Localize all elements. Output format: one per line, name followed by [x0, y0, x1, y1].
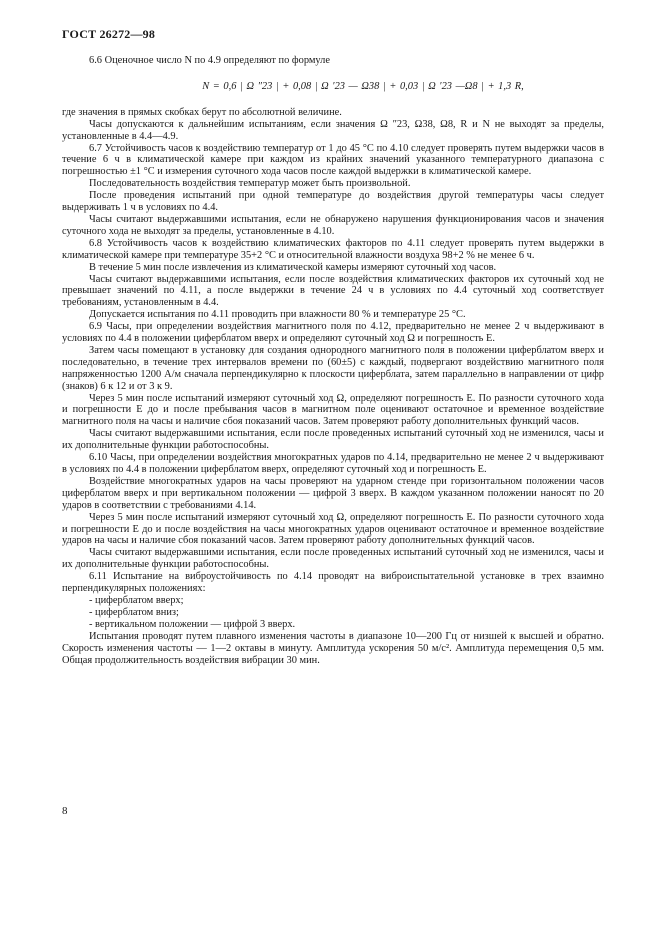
paragraph: Последовательность воздействия температур может быть произвольной.	[89, 178, 411, 190]
paragraph: Через 5 мин после испытаний измеряют суточный ход Ω, определяют погрешность Е. По разности суточного хода и погрешности Е до и после пребывания часов в магнитном поле оценивают остаточное и временное воздействие магнитного поля на часы и наличие сбоя показаний часов. Затем проверяют работу дополнительных функций часов.	[62, 392, 604, 428]
paragraph: Через 5 мин после испытаний измеряют суточный ход Ω, определяют погрешность Е. По разности суточного хода и погрешности Е до и после воздействия на часы многократных ударов оценивают остаточное и временное воздействие ударов на часы и наличие сбоя показаний часов. Затем проверяют работу дополнительных функций часов.	[62, 511, 604, 547]
paragraph: Часы считают выдержавшими испытания, если после воздействия климатических факторов их суточный ход не превышает значений по 4.11, а после выдержки в течение 24 ч в условиях по 4.4 суточный ход соответствует требованиям, установленным в 4.4.	[62, 273, 604, 309]
page-number: 8	[62, 805, 68, 817]
paragraph: Допускается испытания по 4.11 проводить при влажности 80 % и температуре 25 °С.	[89, 309, 466, 321]
paragraph-6-7: 6.7 Устойчивость часов к воздействию температур от 1 до 45 °С по 4.10 следует проверять путем выдержки часов в течение 6 ч в климатической камере при каждом из крайних значений указанного температурного диапазона с погрешностью ±1 °С и измерения суточного хода часов после каждой выдержки в климатической камере.	[62, 142, 604, 178]
formula: N = 0,6 | Ω ″23 | + 0,08 | Ω ′23 — Ω38 | + 0,03 | Ω ′23 —Ω8 | + 1,3 R,	[202, 80, 524, 92]
paragraph: Часы считают выдержавшими испытания, если после проведенных испытаний суточный ход не изменился, часы и их дополнительные функции работоспособны.	[62, 428, 604, 452]
paragraph: Испытания проводят путем плавного изменения частоты в диапазоне 10—200 Гц от низшей к высшей и обратно. Скорость изменения частоты — 1—2 октавы в минуту. Амплитуда ускорения 50 м/с². Амплитуда перемещения 0,5 мм. Общая продолжительность воздействия вибрации 30 мин.	[62, 630, 604, 666]
paragraph: После проведения испытаний при одной температуре до воздействия другой температуры часы следует выдерживать 1 ч в условиях по 4.4.	[62, 190, 604, 214]
paragraph: Часы допускаются к дальнейшим испытаниям, если значения Ω ″23, Ω38, Ω8, R и N не выходят за пределы, установленные в 4.4—4.9.	[62, 118, 604, 142]
list-item: - циферблатом вверх;	[89, 594, 184, 606]
paragraph-6-8: 6.8 Устойчивость часов к воздействию климатических факторов по 4.11 следует проверять путем выдержки в климатической камере при температуре 35+2 °С и относительной влажности воздуха 98+2 % не менее 6 ч.	[62, 237, 604, 261]
list-item: - вертикальном положении — цифрой 3 вверх.	[89, 618, 296, 630]
paragraph: Затем часы помещают в установку для создания однородного магнитного поля в положении циферблатом вверх и последовательно, в течение трех интервалов времени по (60±5) с каждый, подвергают воздействию магнитного поля напряженностью 1200 А/м сначала перпендикулярно к плоскости циферблата, затем параллельно в направлении от цифр (знаков) 6 к 12 и от 3 к 9.	[62, 344, 604, 392]
paragraph-6-10: 6.10 Часы, при определении воздействия многократных ударов по 4.14, предварительно не менее 2 ч выдерживают в условиях по 4.4 в положении циферблатом вверх, определяют суточный ход и погрешность Е.	[62, 452, 604, 475]
paragraph: Часы считают выдержавшими испытания, если не обнаружено нарушения функционирования часов и значения суточного хода не выходят за пределы, установленные в 4.10.	[62, 213, 604, 237]
list-item: - циферблатом вниз;	[89, 606, 179, 618]
document-header: ГОСТ 26272—98	[62, 27, 156, 41]
document-body	[62, 55, 604, 666]
paragraph: Часы считают выдержавшими испытания, если после проведенных испытаний суточный ход не изменился, часы и их дополнительные функции работоспособны.	[62, 547, 604, 571]
paragraph-6-11: 6.11 Испытание на виброустойчивость по 4.14 проводят на виброиспытательной установке в трех взаимно перпендикулярных положениях:	[62, 571, 604, 595]
paragraph: Воздействие многократных ударов на часы проверяют на ударном стенде при горизонтальном положении часов циферблатом вверх и при вертикальном положении — цифрой 3 вверх. В каждом указанном положении наносят по 20 ударов в соответствии с требованиями 4.14.	[62, 475, 604, 511]
paragraph-6-9: 6.9 Часы, при определении воздействия магнитного поля по 4.12, предварительно не менее 2 ч выдерживают в условиях по 4.4 в положении циферблатом вверх и определяют суточный ход Ω и погрешность Е.	[62, 321, 604, 345]
paragraph-6-6: 6.6 Оценочное число N по 4.9 определяют по формуле	[89, 55, 330, 66]
paragraph: где значения в прямых скобках берут по абсолютной величине.	[62, 106, 342, 118]
paragraph: В течение 5 мин после извлечения из климатической камеры измеряют суточный ход часов.	[89, 261, 497, 273]
